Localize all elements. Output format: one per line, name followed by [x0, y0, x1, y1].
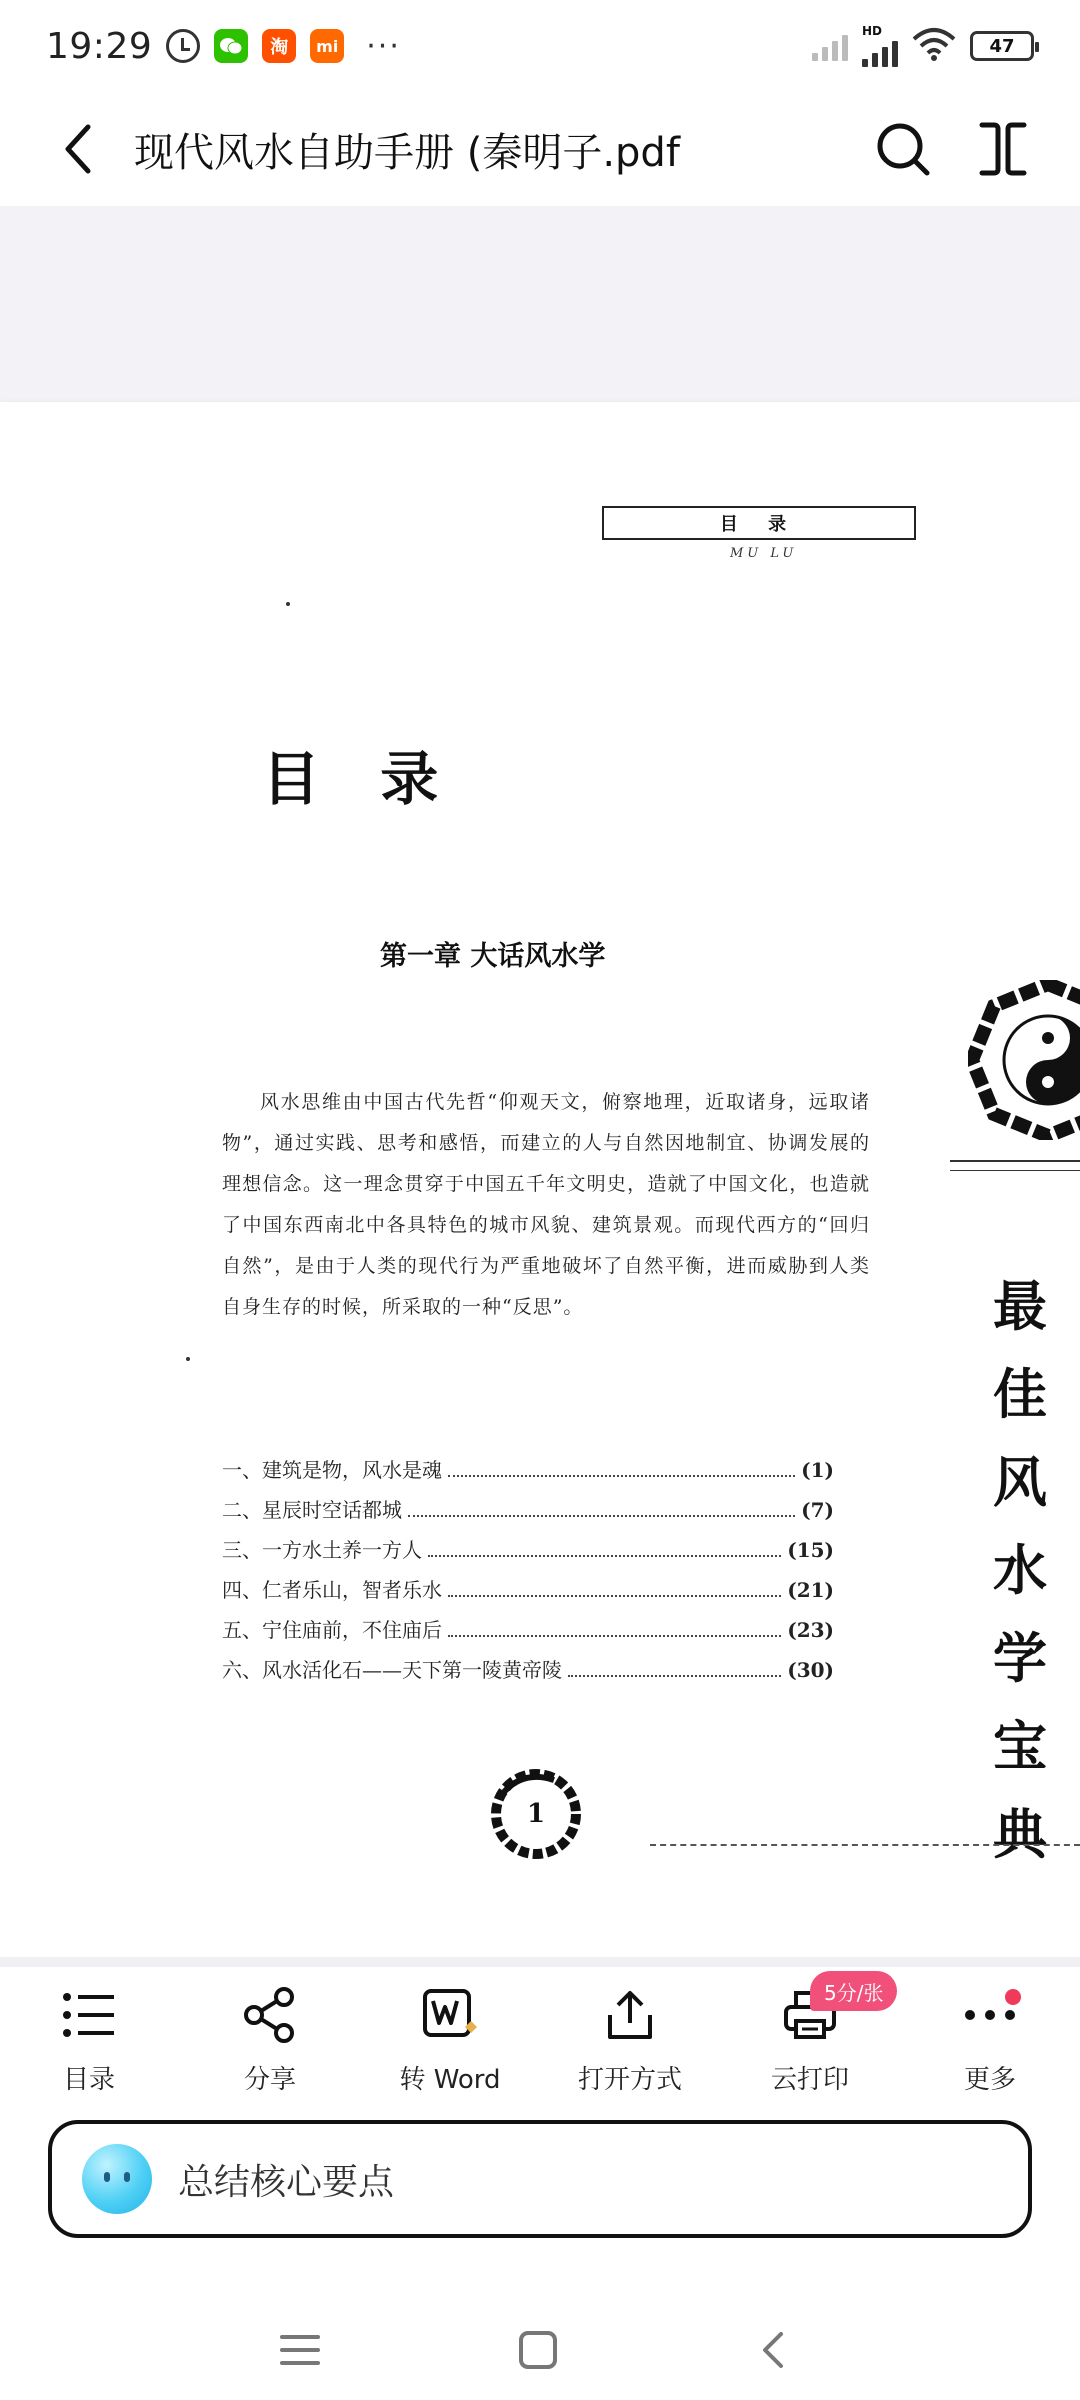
more-notifications-icon: ··· [366, 28, 401, 64]
nav-back-button[interactable] [732, 2310, 812, 2390]
open-with-icon [600, 1985, 660, 2045]
toc-item-page: (15) [787, 1538, 834, 1562]
ai-assistant-avatar [82, 2144, 152, 2214]
toc-item-text: 五、宁住庙前，不住庙后 [222, 1618, 442, 1642]
status-left [46, 26, 401, 67]
page-footer-rule [650, 1844, 1080, 1846]
toc-item[interactable] [222, 1494, 834, 1534]
toc-item-page: (23) [787, 1618, 834, 1642]
back-icon [757, 2330, 787, 2370]
app-header [0, 92, 1080, 206]
toolbar-more-button[interactable] [915, 1977, 1065, 2103]
document-page[interactable] [0, 402, 1080, 1957]
system-nav-bar [0, 2290, 1080, 2400]
nav-menu-button[interactable] [260, 2310, 340, 2390]
toc-item-text: 六、风水活化石——天下第一陵黄帝陵 [222, 1658, 562, 1682]
signal-sim2-icon [862, 25, 898, 67]
vertical-side-title: 最佳风水学宝典 [993, 1274, 1047, 1866]
viewer-background [0, 206, 1080, 402]
side-rule [950, 1160, 1080, 1162]
mi-icon: mi [310, 29, 344, 63]
toc-leader [448, 1475, 795, 1477]
toc-item[interactable] [222, 1654, 834, 1694]
search-button[interactable] [860, 106, 946, 192]
taobao-icon: 淘 [262, 29, 296, 63]
viewer-gap [0, 1957, 1080, 1967]
toolbar-label: 打开方式 [577, 2065, 682, 2095]
toolbar-label: 分享 [243, 2065, 296, 2095]
toc-item-text: 一、建筑是物，风水是魂 [222, 1458, 442, 1482]
toolbar-word-button[interactable] [375, 1977, 525, 2103]
toolbar-label: 云打印 [770, 2065, 849, 2095]
toc-item-page: (30) [787, 1658, 834, 1682]
signal-sim1-icon [812, 31, 848, 61]
status-bar [0, 0, 1080, 92]
toc-item-page: (21) [787, 1578, 834, 1602]
toc-item-text: 二、星辰时空话都城 [222, 1498, 402, 1522]
toc-item-page: (1) [801, 1458, 834, 1482]
wechat-icon [214, 29, 248, 63]
print-price-badge: 5分/张 [810, 1971, 897, 2011]
fullscreen-icon [976, 119, 1030, 179]
page-number-emblem [484, 1762, 588, 1866]
side-rule [950, 1170, 1080, 1171]
toolbar-label: 更多 [963, 2065, 1016, 2095]
toolbar-open-with-button[interactable] [555, 1977, 705, 2103]
toc-item-text: 四、仁者乐山，智者乐水 [222, 1578, 442, 1602]
toc-leader [448, 1635, 781, 1637]
back-button[interactable] [28, 99, 128, 199]
page-header-box: 目 录 [602, 506, 916, 540]
share-icon [240, 1985, 300, 2045]
bottom-toolbar [0, 1967, 1080, 2107]
toc-leader [428, 1555, 781, 1557]
fullscreen-button[interactable] [960, 106, 1046, 192]
status-time: 19:29 [46, 25, 153, 67]
toc-title: 目 录 [262, 745, 459, 813]
nav-home-button[interactable] [498, 2310, 578, 2390]
toc-item-page: (7) [801, 1498, 834, 1522]
toc-item[interactable] [222, 1574, 834, 1614]
search-icon [873, 119, 933, 179]
intro-paragraph: 风水思维由中国古代先哲“仰观天文，俯察地理，近取诸身，远取诸物”，通过实践、思考和感悟，而建立的人与自然因地制宜、协调发展的理想信念。这一理念贯穿于中国五千年文明史，造就了中国文化，也造就了中国东西南北中各具特色的城市风貌、建筑景观。而现代西方的“回归自然”，是由于人类的现代行为严重地破坏了自然平衡，进而威胁到人类自身生存的时候，所采取的一种“反思”。 [222, 1091, 870, 1318]
notification-dot [1005, 1989, 1021, 2005]
wifi-icon [912, 27, 956, 65]
ai-summary-bar[interactable] [48, 2120, 1032, 2238]
toc-leader [568, 1675, 781, 1677]
scan-speck [186, 1357, 190, 1361]
toc-item[interactable] [222, 1534, 834, 1574]
menu-icon [280, 2333, 320, 2367]
toolbar-toc-button[interactable] [14, 1977, 164, 2103]
back-arrow-icon [58, 121, 98, 177]
hd-label: HD [862, 24, 883, 38]
document-title: 现代风水自助手册 (秦明子.pdf [134, 129, 680, 176]
alarm-icon [166, 29, 200, 63]
ai-summary-prompt: 总结核心要点 [178, 2161, 395, 2203]
scan-speck [286, 602, 290, 606]
page-header-romanized: MU LU [730, 546, 798, 561]
toolbar-label: 转 Word [399, 2065, 501, 2095]
chapter-title: 第一章 大话风水学 [380, 941, 606, 972]
page-number: 1 [526, 1799, 546, 1829]
toolbar-label: 目录 [62, 2065, 115, 2095]
word-convert-icon [420, 1985, 480, 2045]
list-icon [59, 1985, 119, 2045]
battery-indicator: 47 [970, 31, 1034, 61]
toc-leader [448, 1595, 781, 1597]
toc-item[interactable] [222, 1454, 834, 1494]
toc-leader [408, 1515, 795, 1517]
home-icon [518, 2330, 558, 2370]
toc-list [222, 1454, 834, 1694]
bagua-yinyang-icon [968, 980, 1080, 1140]
toolbar-share-button[interactable] [195, 1977, 345, 2103]
toc-item-text: 三、一方水土养一方人 [222, 1538, 422, 1562]
status-right [812, 25, 1034, 67]
toc-item[interactable] [222, 1614, 834, 1654]
